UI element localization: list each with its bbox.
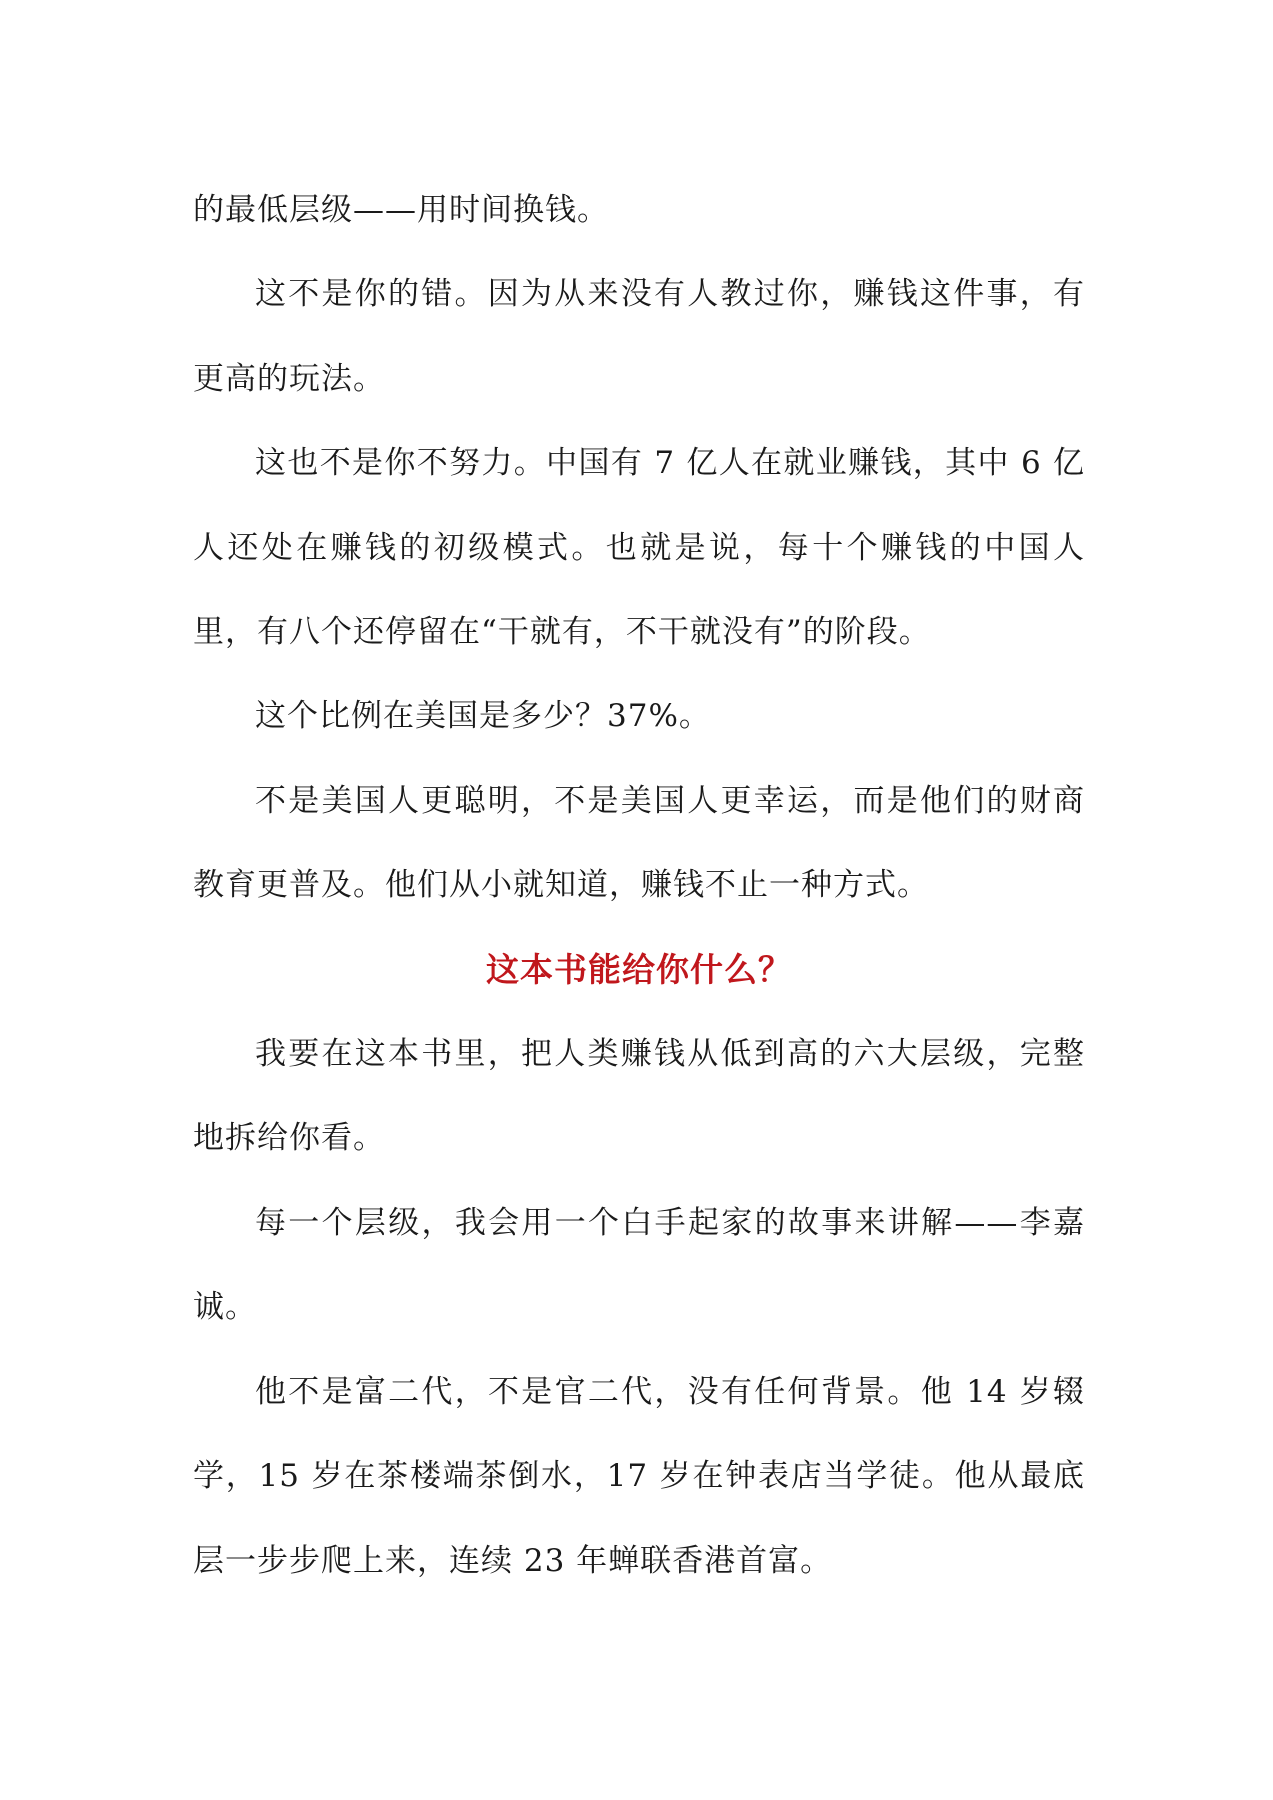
- paragraph-continuation: 的最低层级——用时间换钱。: [193, 192, 609, 228]
- paragraph: 不是美国人更聪明，不是美国人更幸运，而是他们的财商教育更普及。他们从小就知道，赚钱不止一种方式。: [193, 782, 1085, 904]
- paragraph: 这不是你的错。因为从来没有人教过你，赚钱这件事，有更高的玩法。: [193, 276, 1085, 397]
- paragraph: 我要在这本书里，把人类赚钱从低到高的六大层级，完整地拆给你看。: [193, 1036, 1085, 1157]
- paragraph: 这也不是你不努力。中国有 7 亿人在就业赚钱，其中 6 亿人还处在赚钱的初级模式。也就是说，每十个赚钱的中国人里，有八个还停留在“干就有，不干就没有”的阶段。: [193, 445, 1085, 651]
- section-heading: 这本书能给你什么？: [486, 949, 792, 989]
- paragraph: 这个比例在美国是多少？37%。: [255, 698, 711, 735]
- body-text: [193, 168, 1085, 1603]
- paragraph: 每一个层级，我会用一个白手起家的故事来讲解——李嘉诚。: [193, 1204, 1085, 1326]
- paragraph: 他不是富二代，不是官二代，没有任何背景。他 14 岁辍学，15 岁在茶楼端茶倒水，17 岁在钟表店当学徒。他从最底层一步步爬上来，连续 23 年蝉联香港首富。: [193, 1373, 1085, 1579]
